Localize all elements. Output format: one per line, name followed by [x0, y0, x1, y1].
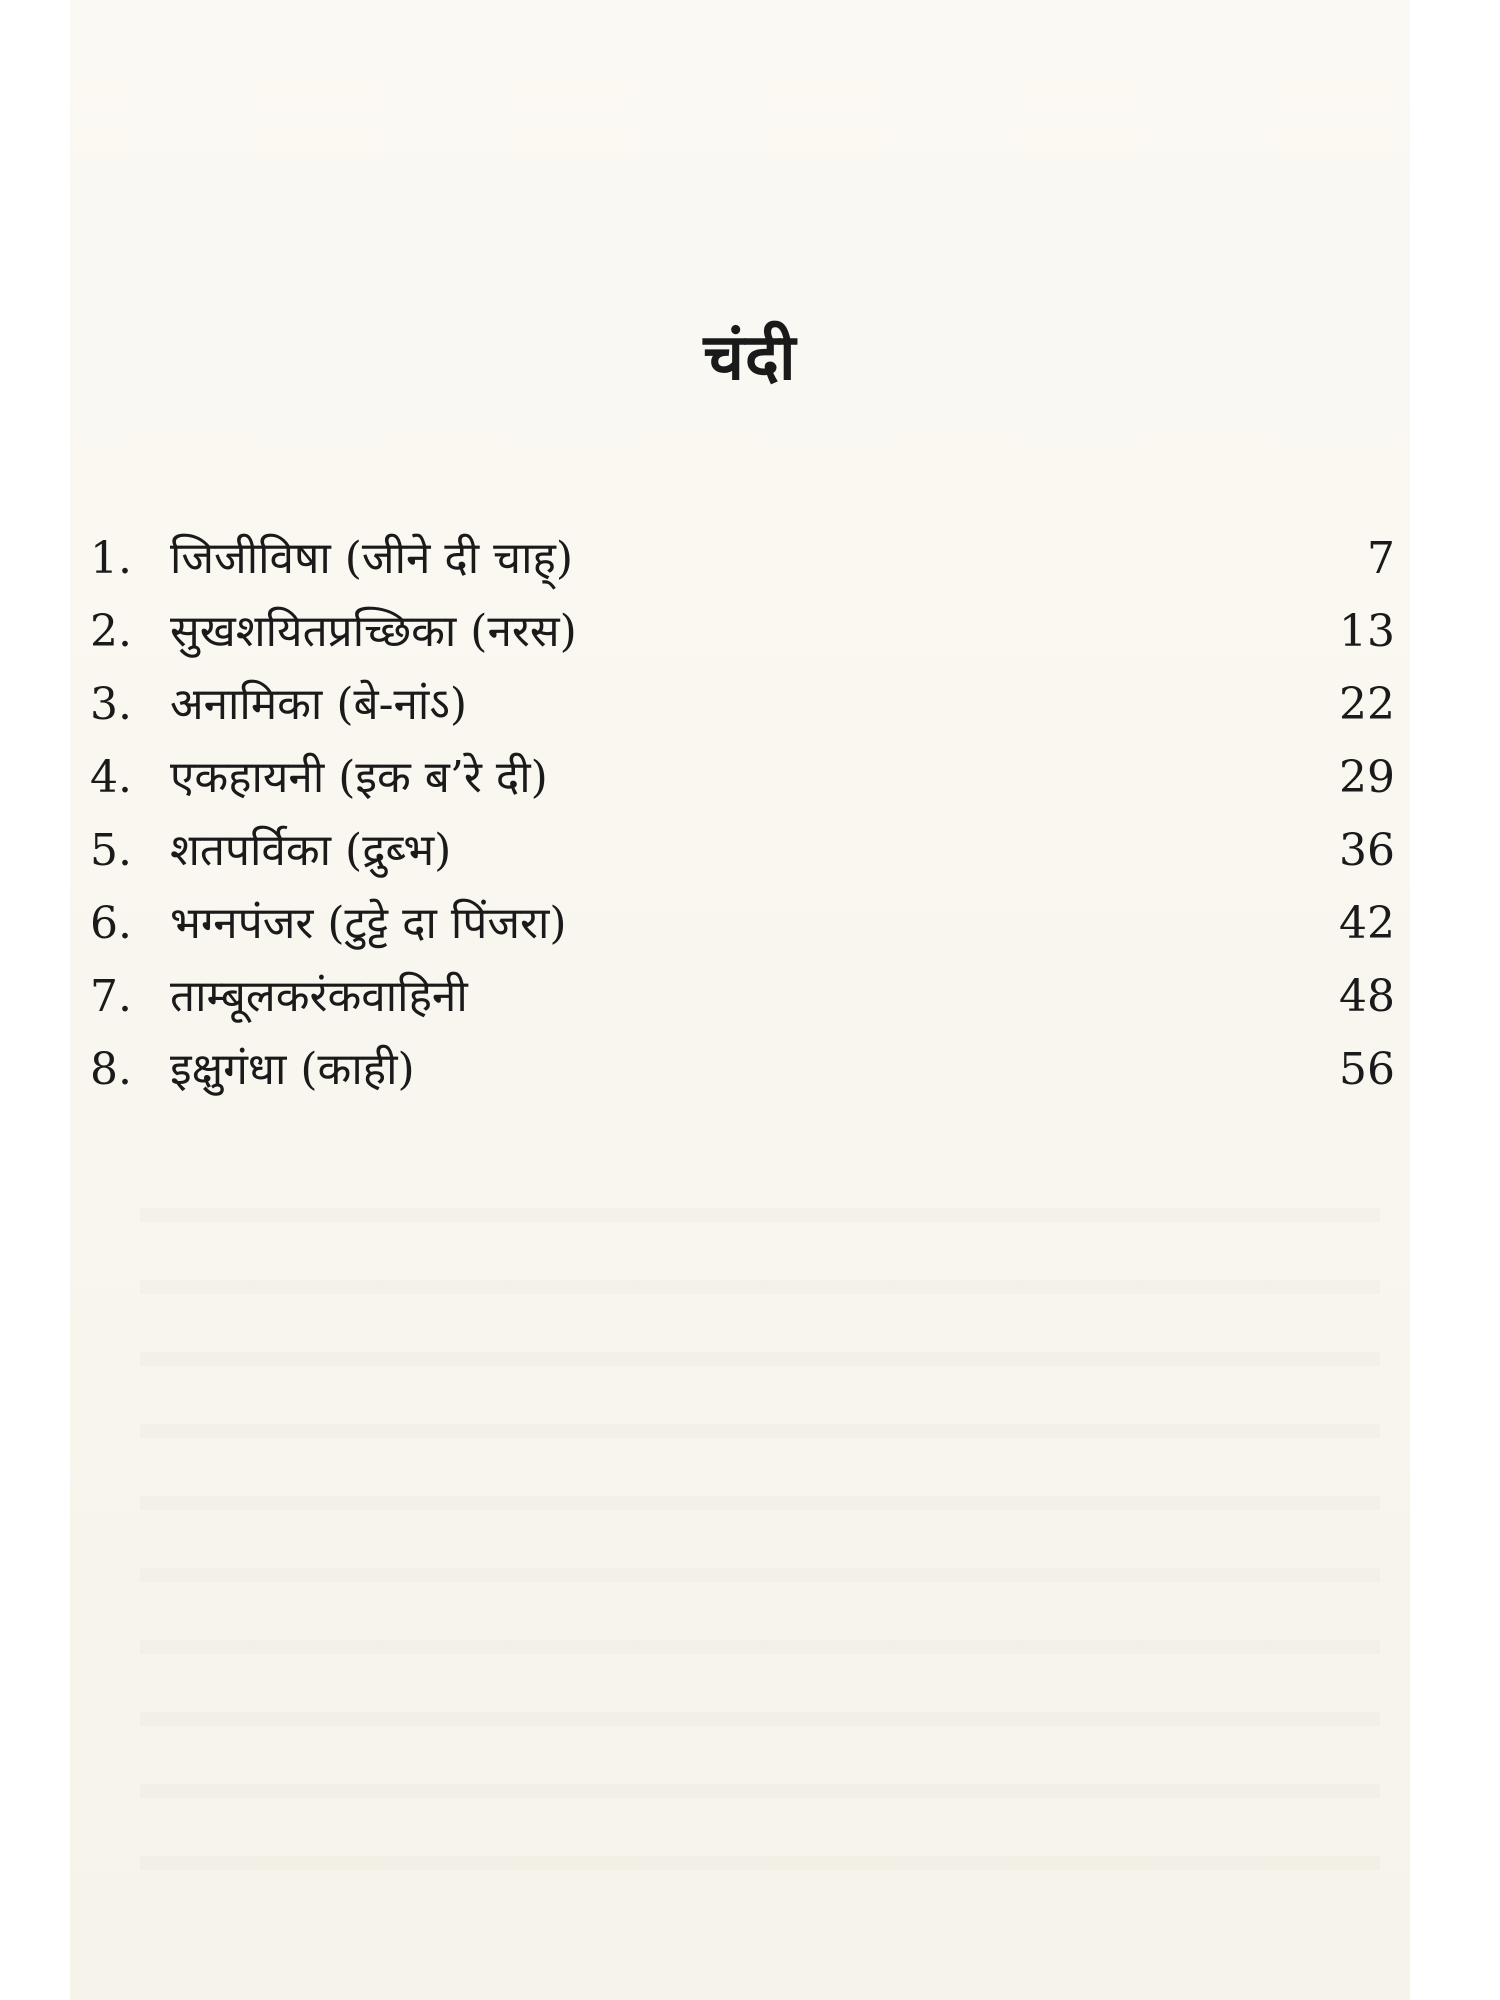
- toc-entry-page: 29: [1339, 752, 1395, 803]
- toc-entry-number: 3.: [90, 679, 132, 730]
- toc-entry: [90, 595, 1395, 668]
- show-through-texture: [140, 1150, 1380, 1910]
- toc-entry-number: 2.: [90, 606, 132, 657]
- toc-entry-page: 48: [1339, 971, 1395, 1022]
- toc-entry: [90, 814, 1395, 887]
- toc-entry-title: भग्नपंजर (टुट्टे दा पिंजरा): [170, 898, 567, 949]
- toc-entry: [90, 960, 1395, 1033]
- toc-entry-number: 6.: [90, 898, 132, 949]
- toc-entry-number: 1.: [90, 533, 132, 584]
- toc-entry: [90, 522, 1395, 595]
- toc-entry-page: 13: [1339, 606, 1395, 657]
- page-margin: [1410, 0, 1500, 2000]
- toc-entry: [90, 1033, 1395, 1106]
- toc-entry-number: 7.: [90, 971, 132, 1022]
- toc-entry-number: 5.: [90, 825, 132, 876]
- toc-entry-title: शतपर्विका (द्रुब्भ): [170, 825, 452, 876]
- toc-entry-title: जिजीविषा (जीने दी चाह्): [170, 533, 573, 584]
- toc-entry-page: 56: [1339, 1044, 1395, 1095]
- toc-entry-title: सुखशयितप्रच्छिका (नरस): [170, 606, 577, 657]
- toc-entry: [90, 887, 1395, 960]
- toc-entry-number: 8.: [90, 1044, 132, 1095]
- table-of-contents: [90, 522, 1395, 1106]
- toc-entry-page: 42: [1339, 898, 1395, 949]
- toc-entry-page: 36: [1339, 825, 1395, 876]
- toc-entry: [90, 741, 1395, 814]
- page-title: चंदी: [703, 320, 797, 395]
- toc-entry-title: इक्षुगंधा (काही): [170, 1044, 415, 1095]
- toc-entry-page: 7: [1367, 533, 1395, 584]
- toc-entry-title: अनामिका (बे-नांऽ): [170, 679, 468, 730]
- toc-entry-title: ताम्बूलकरंकवाहिनी: [170, 971, 468, 1022]
- toc-entry-page: 22: [1339, 679, 1395, 730]
- toc-entry-number: 4.: [90, 752, 132, 803]
- toc-entry-title: एकहायनी (इक ब’रे दी): [170, 752, 548, 803]
- toc-entry: [90, 668, 1395, 741]
